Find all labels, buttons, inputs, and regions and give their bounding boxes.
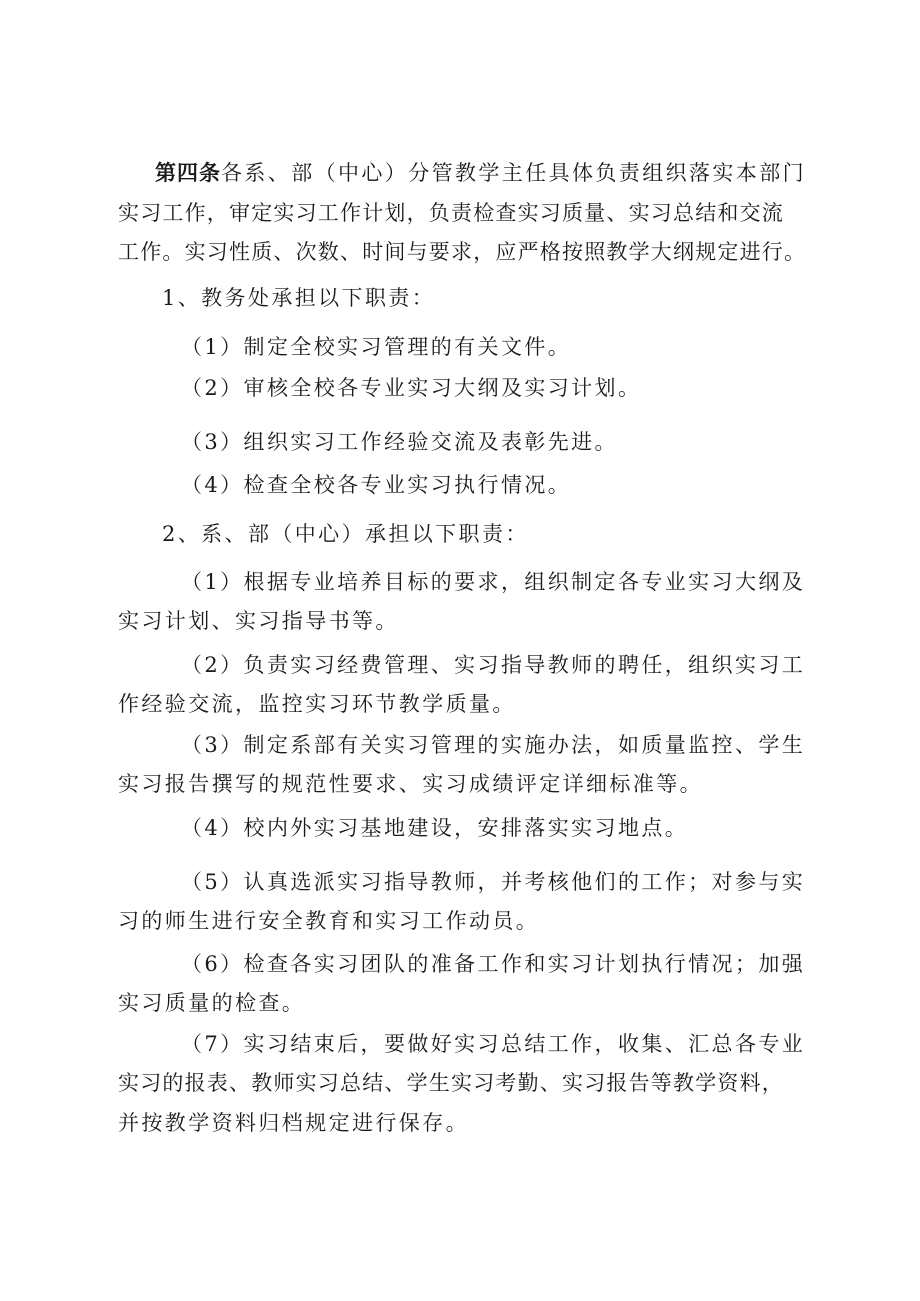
article-first-line [155, 159, 806, 187]
section2-item-7-line-3: 并按教学资料归档规定进行保存。 [118, 1111, 469, 1135]
section1-item-1: （1）制定全校实习管理的有关文件。 [181, 335, 572, 359]
section1-item-3: （3）组织实习工作经验交流及表彰先进。 [181, 430, 618, 454]
section2-item-7-line-2: 实习的报表、教师实习总结、学生实习考勤、实习报告等教学资料， [118, 1071, 784, 1095]
section2-item-7-line-1: （7）实习结束后，要做好实习总结工作，收集、汇总各专业 [181, 1032, 806, 1056]
section2-item-1-line-2: 实习计划、实习指导书等。 [118, 609, 399, 633]
section2-item-1-line-1: （1）根据专业培养目标的要求，组织制定各专业实习大纲及 [181, 570, 806, 594]
section2-item-6-line-2: 实习质量的检查。 [118, 991, 306, 1015]
article-intro-line-2: 实习工作，审定实习工作计划，负责检查实习质量、实习总结和交流 [118, 201, 784, 225]
section2-item-5-line-1: （5）认真选派实习指导教师，并考核他们的工作；对参与实 [181, 870, 806, 894]
section2-item-3-line-1: （3）制定系部有关实习管理的实施办法，如质量监控、学生 [181, 733, 806, 757]
article-intro-line-3: 工作。实习性质、次数、时间与要求，应严格按照教学大纲规定进行。 [118, 240, 807, 264]
section2-item-2-line-2: 作经验交流，监控实习环节教学质量。 [118, 692, 516, 716]
section2-item-3-line-2: 实习报告撰写的规范性要求、实习成绩评定详细标准等。 [118, 772, 703, 796]
article-intro-line-1: 各系、部（中心）分管教学主任具体负责组织落实本部门 [221, 161, 806, 185]
section2-item-6-line-1: （6）检查各实习团队的准备工作和实习计划执行情况；加强 [181, 952, 806, 976]
section2-item-4-line-1: （4）校内外实习基地建设，安排落实实习地点。 [181, 816, 689, 840]
section1-title: 1、教务处承担以下职责： [162, 286, 436, 310]
section2-item-5-line-2: 习的师生进行安全教育和实习工作动员。 [118, 909, 540, 933]
article-heading: 第四条 [155, 160, 221, 185]
section2-title: 2、系、部（中心）承担以下职责： [162, 522, 529, 546]
section2-item-2-line-1: （2）负责实习经费管理、实习指导教师的聘任，组织实习工 [181, 653, 806, 677]
section1-item-4: （4）检查全校各专业实习执行情况。 [181, 473, 572, 497]
section1-item-2: （2）审核全校各专业实习大纲及实习计划。 [181, 376, 642, 400]
